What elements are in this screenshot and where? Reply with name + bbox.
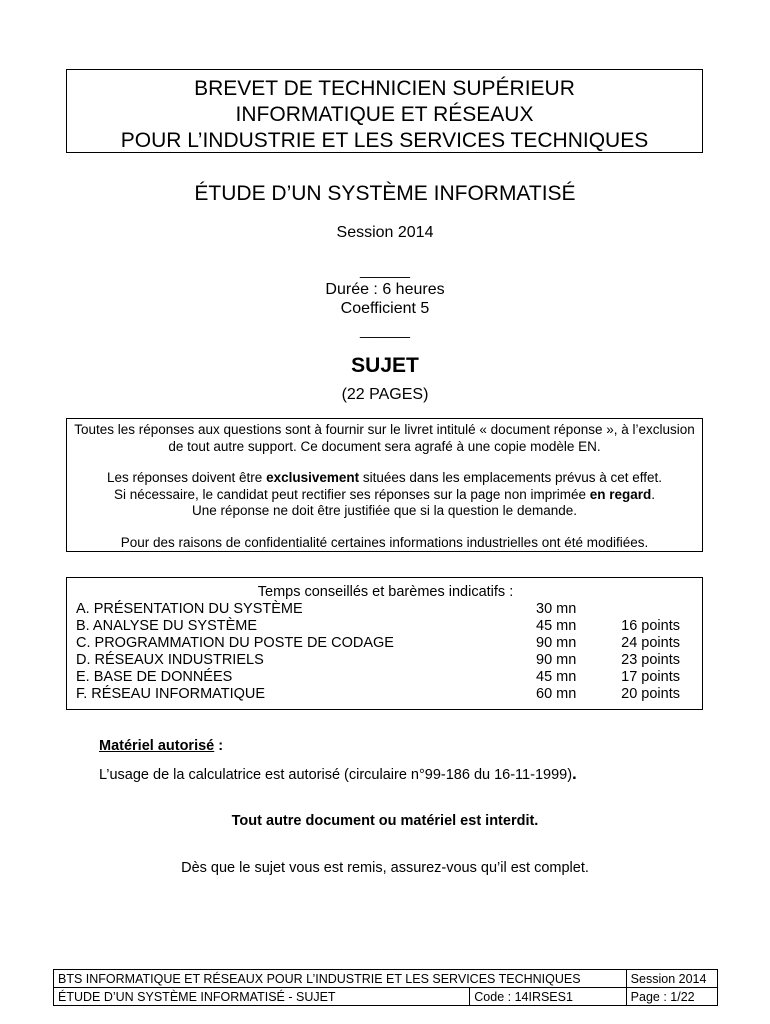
instructions-box [66, 418, 703, 552]
materiel-heading: Matériel autorisé : [99, 738, 224, 754]
session-label: Session 2014 [336, 224, 434, 241]
timing-row: B. ANALYSE DU SYSTÈME 45 mn 16 points [76, 618, 680, 634]
header-line-2: INFORMATIQUE ET RÉSEAUX [235, 103, 534, 126]
instruction-5: Pour des raisons de confidentialité certaines informations industrielles ont été modifiées. [120, 534, 649, 550]
timing-row: A. PRÉSENTATION DU SYSTÈME 30 mn [76, 601, 577, 617]
exam-subtitle: ÉTUDE D’UN SYSTÈME INFORMATISÉ [194, 182, 576, 205]
footer-subject: ÉTUDE D’UN SYSTÈME INFORMATISÉ - SUJET [54, 988, 470, 1006]
interdit-notice: Tout autre document ou matériel est interdit. [231, 813, 539, 829]
separator-top: ______ [359, 262, 411, 279]
footer-code: Code : 14IRSES1 [470, 988, 626, 1006]
complet-notice: Dès que le sujet vous est remis, assurez-vous qu’il est complet. [181, 860, 589, 876]
page-footer [53, 969, 718, 1006]
timing-row: F. RÉSEAU INFORMATIQUE 60 mn 20 points [76, 686, 680, 702]
sujet-heading: SUJET [351, 354, 419, 377]
timing-row: E. BASE DE DONNÉES 45 mn 17 points [76, 669, 680, 685]
header-line-3: POUR L’INDUSTRIE ET LES SERVICES TECHNIQUES [120, 129, 649, 152]
materiel-text: L’usage de la calculatrice est autorisé (circulaire n°99-186 du 16-11-1999). [99, 764, 577, 783]
header-line-1: BREVET DE TECHNICIEN SUPÉRIEUR [194, 77, 575, 100]
timing-box [66, 577, 703, 710]
instruction-2: Les réponses doivent être exclusivement situées dans les emplacements prévus à cet effet. [106, 470, 663, 485]
timing-row: C. PROGRAMMATION DU POSTE DE CODAGE 90 mn 24 points [76, 635, 680, 651]
separator-bottom: ______ [359, 322, 411, 339]
timing-row: D. RÉSEAUX INDUSTRIELS 90 mn 23 points [76, 652, 680, 668]
instruction-1: Toutes les réponses aux questions sont à fournir sur le livret intitulé « document réponse », à l’exclusion de tout autre support. Ce document sera agrafé à une copie modèle EN. [74, 422, 695, 454]
instruction-3: Si nécessaire, le candidat peut rectifier ses réponses sur la page non imprimée en regard. [113, 486, 656, 502]
footer-program: BTS INFORMATIQUE ET RÉSEAUX POUR L’INDUSTRIE ET LES SERVICES TECHNIQUES [54, 970, 627, 988]
page-count: (22 PAGES) [341, 386, 429, 403]
coefficient-label: Coefficient 5 [340, 300, 430, 317]
footer-session: Session 2014 [626, 970, 717, 988]
instruction-4: Une réponse ne doit être justifiée que si la question le demande. [191, 503, 577, 518]
duration-label: Durée : 6 heures [325, 281, 445, 298]
footer-page: Page : 1/22 [626, 988, 717, 1006]
title-box [66, 69, 703, 153]
timing-heading: Temps conseillés et barèmes indicatifs : [257, 584, 514, 600]
